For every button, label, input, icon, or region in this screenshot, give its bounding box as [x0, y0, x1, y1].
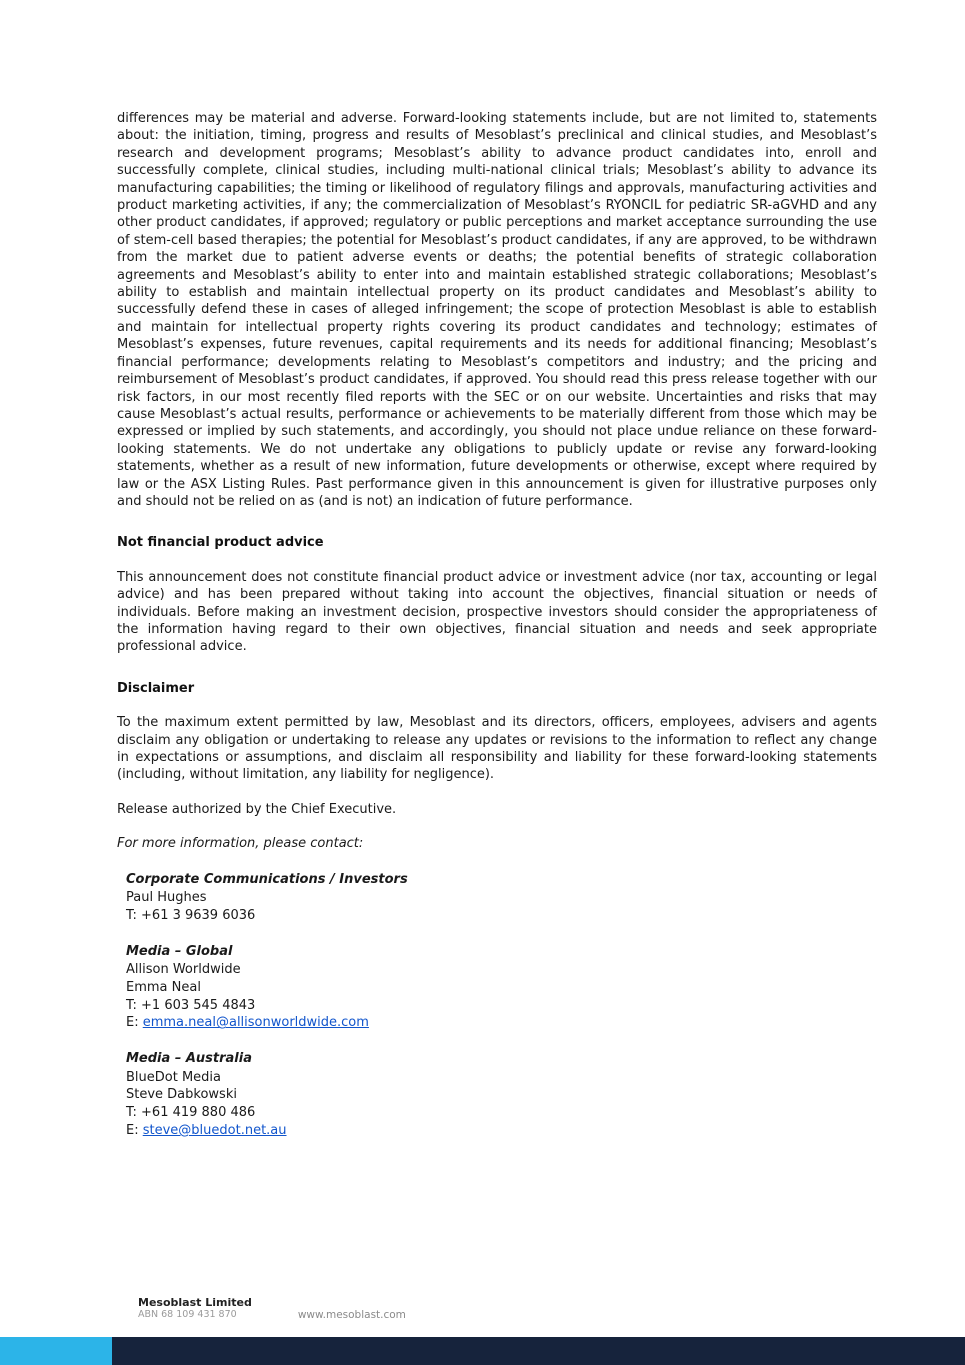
contact-title: Media – Australia	[126, 1051, 252, 1067]
contact-block-corporate	[117, 871, 877, 925]
disclaimer-paragraph: To the maximum extent permitted by law, Mesoblast and its directors, officers, employees, advisers and agents disclaim any obligation or undertaking to release any updates or revisions to the information to reflect any change in expectations or assumptions, and disclaim all responsibility and liability for these forward-looking statements (including, without limitation, any liability for negligence).	[117, 715, 877, 783]
contact-email-line	[126, 1122, 877, 1140]
email-prefix: E:	[126, 1123, 143, 1139]
contact-name: Steve Dabkowski	[126, 1087, 237, 1103]
page-footer	[138, 1296, 406, 1321]
contact-title: Media – Global	[126, 943, 233, 959]
contact-name: Emma Neal	[126, 979, 201, 995]
footer-company-block	[138, 1296, 252, 1321]
contact-phone: T: +61 3 9639 6036	[126, 907, 256, 923]
footer-abn: ABN 68 109 431 870	[138, 1309, 237, 1320]
footer-website: www.mesoblast.com	[297, 1309, 406, 1321]
footer-company-name: Mesoblast Limited	[138, 1296, 252, 1309]
heading-disclaimer: Disclaimer	[117, 680, 195, 696]
release-authorization-line: Release authorized by the Chief Executive.	[117, 801, 397, 817]
contact-phone: T: +61 419 880 486	[126, 1105, 256, 1121]
heading-not-financial-product-advice: Not financial product advice	[117, 535, 324, 551]
contact-title: Corporate Communications / Investors	[126, 871, 408, 887]
contact-org: Allison Worldwide	[126, 962, 241, 978]
contact-email-line	[126, 1014, 877, 1032]
footer-accent-segment	[0, 1337, 112, 1365]
forward-looking-paragraph: differences may be material and adverse. Forward-looking statements include, but are not limited to, statements about: the initiation, timing, progress and results of Mesoblast’s preclinical and clinical studies, and Mesoblast’s research and development programs; Mesoblast’s ability to advance product candidates into, enroll and successfully complete, clinical studies, including multi-national clinical trials; Mesoblast’s ability to advance its manufacturing capabilities; the timing or likelihood of regulatory filings and approvals, manufacturing activities and product marketing activities, if any; the commercialization of Mesoblast’s RYONCIL for pediatric SR-aGVHD and any other product candidates, if approved; regulatory or public perceptions and market acceptance surrounding the use of stem-cell based therapies; the potential for Mesoblast’s product candidates, if any are approved, to be withdrawn from the market due to patient adverse events or deaths; the potential benefits of strategic collaboration agreements and Mesoblast’s ability to enter into and maintain established strategic collaborations; Mesoblast’s ability to establish and maintain intellectual property on its product candidates and Mesoblast’s ability to successfully defend these in cases of alleged infringement; the scope of protection Mesoblast is able to establish and maintain for intellectual property rights covering its product candidates and technology; estimates of Mesoblast’s expenses, future revenues, capital requirements and its needs for additional financing; Mesoblast’s financial performance; developments relating to Mesoblast’s competitors and industry; and the pricing and reimbursement of Mesoblast’s product candidates, if approved. You should read this press release together with our risk factors, in our most recently filed reports with the SEC or on our website. Uncertainties and risks that may cause Mesoblast’s actual results, performance or achievements to be materially different from those which may be expressed or implied by such statements, and accordingly, you should not place undue reliance on these forward-looking statements. We do not undertake any obligations to publicly update or revise any forward-looking statements, whether as a result of new information, future developments or otherwise, except where required by law or the ASX Listing Rules. Past performance given in this announcement is given for illustrative purposes only and should not be relied on as (and is not) an indication of future performance.	[117, 111, 877, 509]
footer-color-bar	[0, 1337, 965, 1365]
contact-block-media-global	[117, 943, 877, 1033]
contact-phone: T: +1 603 545 4843	[126, 997, 256, 1013]
contact-org: BlueDot Media	[126, 1069, 222, 1085]
email-link-global[interactable]: emma.neal@allisonworldwide.com	[142, 1015, 369, 1031]
document-content	[117, 110, 877, 1140]
contact-intro-line: For more information, please contact:	[117, 836, 364, 852]
email-prefix: E:	[126, 1015, 143, 1031]
contact-block-media-australia	[117, 1050, 877, 1140]
email-link-australia[interactable]: steve@bluedot.net.au	[142, 1123, 287, 1139]
contact-name: Paul Hughes	[126, 890, 207, 906]
not-financial-advice-paragraph: This announcement does not constitute financial product advice or investment advice (nor tax, accounting or legal advice) and has been prepared without taking into account the objectives, financial situation or needs of individuals. Before making an investment decision, prospective investors should consider the appropriateness of the information having regard to their own objectives, financial situation and needs and seek appropriate professional advice.	[117, 569, 877, 655]
